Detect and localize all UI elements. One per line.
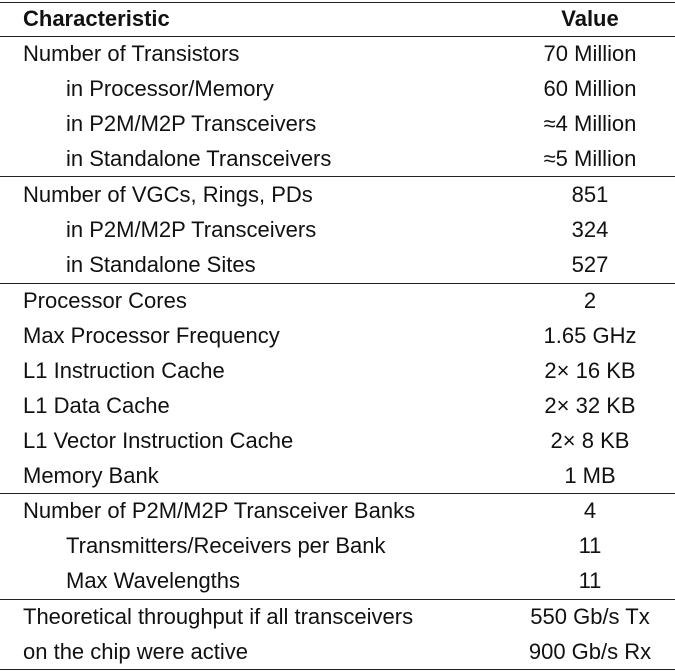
row-value: 1.65 GHz: [543, 323, 637, 348]
table-row: [0, 493, 675, 528]
table-row: [0, 528, 675, 563]
row-label: L1 Vector Instruction Cache: [23, 428, 294, 453]
table-row: [0, 177, 675, 212]
row-label: Max Processor Frequency: [23, 323, 280, 348]
row-value: 70 Million: [543, 41, 637, 66]
row-label: Transmitters/Receivers per Bank: [66, 533, 386, 558]
row-value: 851: [571, 182, 609, 207]
table-row: [0, 36, 675, 71]
row-label: Processor Cores: [23, 288, 187, 313]
table-row: [0, 353, 675, 388]
row-value: 2× 8 KB: [550, 428, 630, 453]
table-row: [0, 247, 675, 282]
row-value: 60 Million: [543, 76, 637, 101]
table-row: [0, 599, 675, 634]
row-value: 2× 32 KB: [544, 393, 636, 418]
table-row: [0, 283, 675, 318]
row-label: in Standalone Transceivers: [66, 146, 332, 171]
row-value: 11: [578, 533, 602, 558]
row-label: in Standalone Sites: [66, 252, 256, 277]
row-value: 1 MB: [564, 463, 616, 488]
header-characteristic: Characteristic: [23, 6, 170, 31]
row-label: Number of P2M/M2P Transceiver Banks: [23, 498, 416, 523]
table-header-row: [0, 1, 675, 36]
row-value: 4: [583, 498, 597, 523]
row-label: in P2M/M2P Transceivers: [66, 217, 317, 242]
table-row: [0, 634, 675, 669]
table-row: [0, 563, 675, 598]
row-label: Theoretical throughput if all transceivers: [23, 604, 414, 629]
row-value: 11: [578, 568, 602, 593]
row-label: on the chip were active: [23, 639, 249, 664]
table-row: [0, 106, 675, 141]
table-rule: [0, 669, 675, 670]
table-row: [0, 458, 675, 493]
table-row: [0, 212, 675, 247]
row-label: Number of VGCs, Rings, PDs: [23, 182, 313, 207]
row-label: in P2M/M2P Transceivers: [66, 111, 317, 136]
row-label: L1 Data Cache: [23, 393, 170, 418]
row-value: 900 Gb/s Rx: [528, 639, 652, 664]
table-row: [0, 71, 675, 106]
row-label: Memory Bank: [23, 463, 159, 488]
row-label: in Processor/Memory: [66, 76, 274, 101]
row-value: 2: [583, 288, 597, 313]
table-row: [0, 318, 675, 353]
row-value: ≈5 Million: [543, 146, 637, 171]
row-value: 2× 16 KB: [544, 358, 636, 383]
row-label: Number of Transistors: [23, 41, 240, 66]
row-label: Max Wavelengths: [66, 568, 241, 593]
row-value: 527: [571, 252, 609, 277]
row-value: 550 Gb/s Tx: [530, 604, 650, 629]
row-label: L1 Instruction Cache: [23, 358, 225, 383]
row-value: ≈4 Million: [543, 111, 637, 136]
row-value: 324: [571, 217, 609, 242]
header-value: Value: [561, 6, 619, 31]
table-row: [0, 423, 675, 458]
table-row: [0, 141, 675, 176]
table-row: [0, 388, 675, 423]
